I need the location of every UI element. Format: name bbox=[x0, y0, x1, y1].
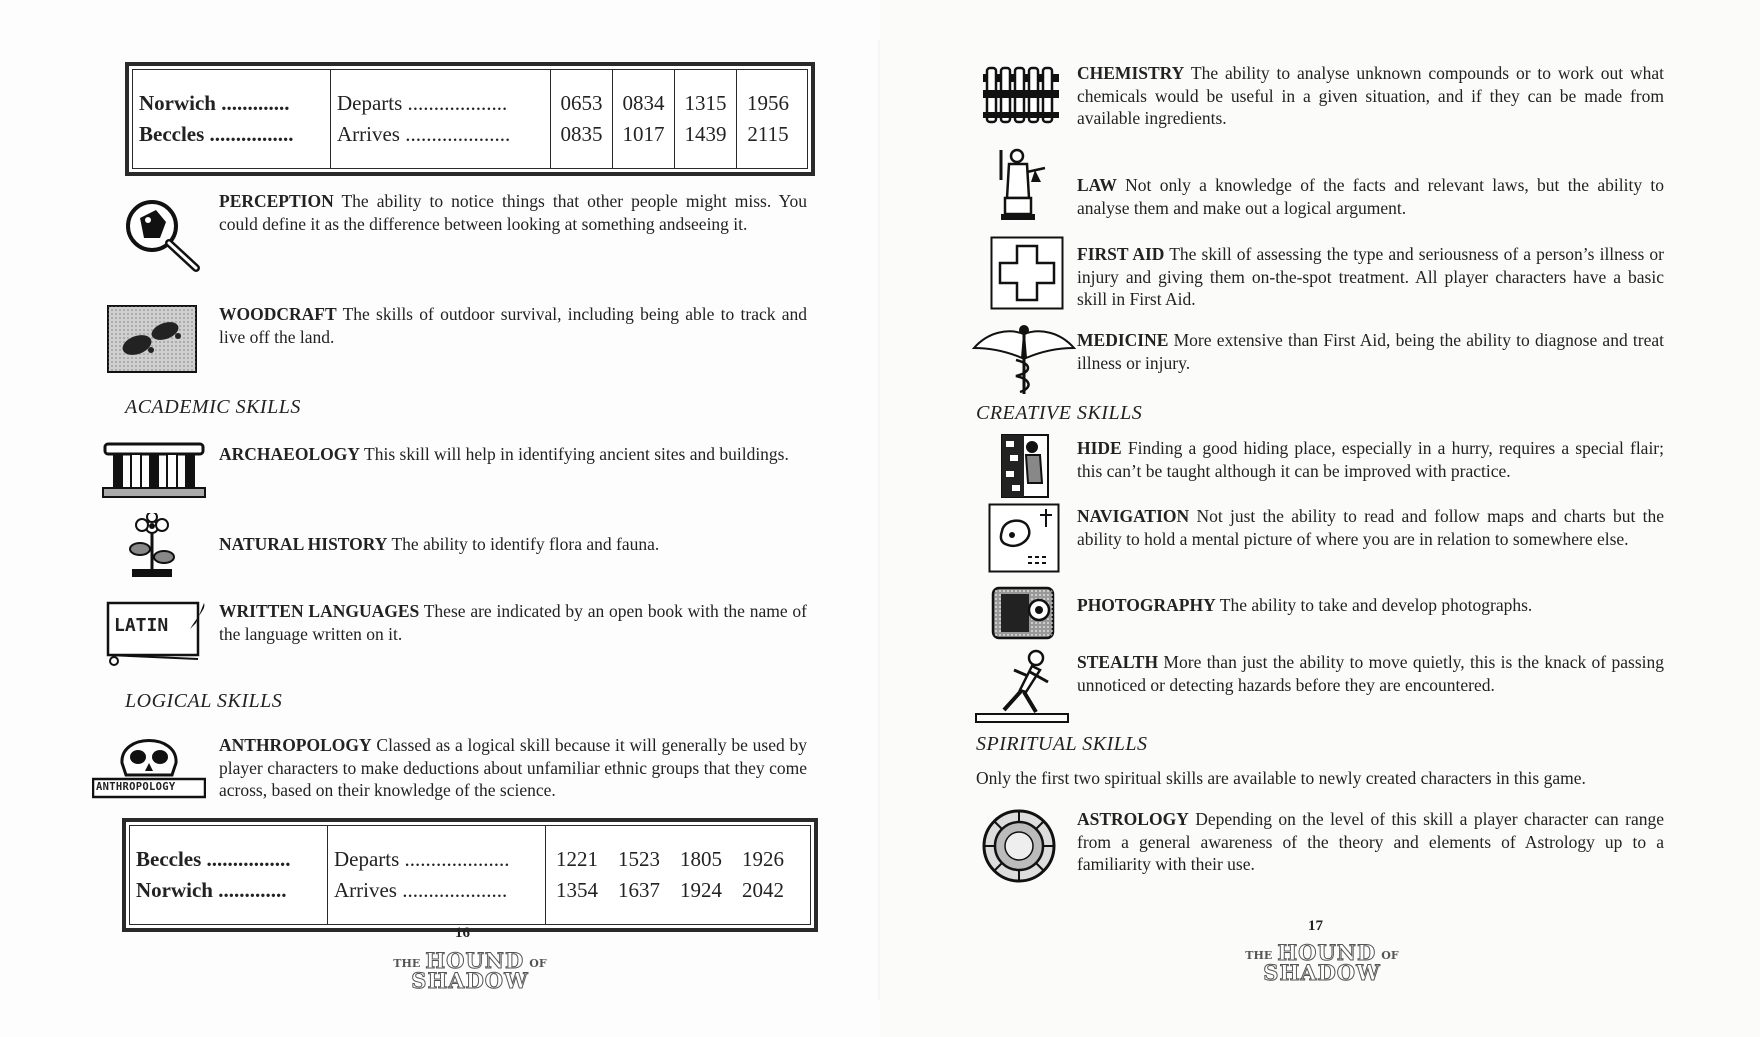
time-cell: 0653 bbox=[560, 91, 603, 115]
timetable-time-column bbox=[737, 70, 799, 168]
skill-description bbox=[219, 600, 807, 645]
skill-description bbox=[1077, 243, 1664, 311]
skill-description bbox=[1077, 505, 1664, 550]
skill-desc: The ability to take and develop photographs. bbox=[1215, 595, 1533, 615]
skill-desc: The skill of assessing the type and seriousness of a person’s illness or injury and giving them on-the-spot treatment. All player characters have a basic skill in First Aid. bbox=[1077, 244, 1664, 309]
time-cell: 1523 bbox=[618, 847, 660, 871]
skill-name: FIRST AID bbox=[1077, 244, 1165, 264]
time-cell: 0834 bbox=[622, 91, 665, 115]
skill-name: HIDE bbox=[1077, 438, 1122, 458]
skill-description bbox=[1077, 594, 1664, 617]
timetable-time-column bbox=[675, 70, 737, 168]
timetable-time-column bbox=[670, 826, 732, 924]
skill-description bbox=[219, 734, 807, 802]
academic-skills-heading: ACADEMIC SKILLS bbox=[125, 396, 301, 418]
time-cell: 1439 bbox=[684, 122, 727, 146]
right-page bbox=[880, 0, 1760, 1037]
book-icon bbox=[104, 599, 208, 667]
logo-shadow: SHADOW bbox=[411, 968, 529, 993]
station-from: Norwich ............. bbox=[139, 91, 290, 115]
skill-description bbox=[1077, 651, 1664, 696]
skill-desc: This skill will help in identifying ancient sites and buildings. bbox=[359, 444, 789, 464]
sneaking-figure-icon bbox=[974, 648, 1070, 724]
logical-skills-heading: LOGICAL SKILLS bbox=[125, 690, 283, 712]
skill-desc: The skills of outdoor survival, including being able to track and live off the land. bbox=[219, 304, 807, 347]
skill-description bbox=[219, 303, 807, 348]
caduceus-icon bbox=[972, 322, 1076, 396]
magnifier-icon bbox=[122, 196, 202, 274]
skill-name: ASTROLOGY bbox=[1077, 809, 1189, 829]
footprints-icon bbox=[107, 305, 197, 373]
skill-name: LAW bbox=[1077, 175, 1117, 195]
time-cell: 1017 bbox=[622, 122, 665, 146]
skill-desc: The ability to identify flora and fauna. bbox=[387, 534, 660, 554]
skill-description bbox=[1077, 437, 1664, 482]
logo-the: THE bbox=[393, 957, 421, 970]
direction-arrives: Arrives .................... bbox=[337, 122, 511, 146]
zodiac-wheel-icon bbox=[981, 808, 1057, 884]
logo-shadow: SHADOW bbox=[1263, 960, 1381, 985]
direction-departs: Departs .................... bbox=[334, 847, 510, 871]
logo-hound: HOUND bbox=[1277, 940, 1377, 965]
test-tubes-icon bbox=[981, 66, 1061, 126]
flower-icon bbox=[126, 513, 178, 579]
time-cell: 1221 bbox=[556, 847, 598, 871]
timetable-directions bbox=[331, 70, 551, 168]
skill-desc: Not only a knowledge of the facts and relevant laws, but the ability to analyse them and make out a logical argument. bbox=[1077, 175, 1664, 218]
creative-skills-heading: CREATIVE SKILLS bbox=[976, 402, 1143, 424]
timetable-stations bbox=[133, 70, 331, 168]
skill-name: STEALTH bbox=[1077, 652, 1159, 672]
time-cell: 2115 bbox=[747, 122, 789, 146]
game-logo bbox=[390, 948, 550, 993]
logo-of: OF bbox=[1381, 949, 1399, 962]
time-cell: 1315 bbox=[684, 91, 727, 115]
skill-description bbox=[219, 190, 807, 235]
time-cell: 1637 bbox=[618, 878, 660, 902]
page-number: 16 bbox=[455, 925, 470, 941]
station-from: Beccles ................ bbox=[136, 847, 291, 871]
skill-description bbox=[1077, 62, 1664, 130]
skill-desc: Not just the ability to read and follow maps and charts but the ability to hold a mental picture of where you are in relation to somewhere else. bbox=[1077, 506, 1664, 549]
logo-the: THE bbox=[1245, 949, 1273, 962]
skill-description bbox=[219, 533, 807, 556]
skill-name: PERCEPTION bbox=[219, 191, 334, 211]
skill-desc: Classed as a logical skill because it will generally be used by player characters to make deductions about unfamiliar ethnic groups that they come across, based on their knowledge of the science. bbox=[219, 735, 807, 800]
time-cell: 1354 bbox=[556, 878, 598, 902]
time-cell: 1956 bbox=[747, 91, 789, 115]
skill-name: ANTHROPOLOGY bbox=[219, 735, 372, 755]
book-language-label: LATIN bbox=[114, 615, 169, 636]
time-cell: 0835 bbox=[560, 122, 603, 146]
station-to: Beccles ................ bbox=[139, 122, 294, 146]
timetable-time-column bbox=[732, 826, 794, 924]
skill-description bbox=[1077, 808, 1664, 876]
skill-name: NAVIGATION bbox=[1077, 506, 1190, 526]
time-cell: 2042 bbox=[742, 878, 784, 902]
skill-desc: More than just the ability to move quietly, this is the knack of passing unnoticed or detecting hazards before they are encountered. bbox=[1077, 652, 1664, 695]
skill-desc: The ability to notice things that other people might miss. You could define it as the difference between looking at something andseeing it. bbox=[219, 191, 807, 234]
logo-hound: HOUND bbox=[425, 948, 525, 973]
station-to: Norwich ............. bbox=[136, 878, 287, 902]
timetable-directions bbox=[328, 826, 546, 924]
map-chart-icon bbox=[988, 503, 1060, 573]
skill-name: WRITTEN LANGUAGES bbox=[219, 601, 420, 621]
timetable-time-column bbox=[613, 70, 675, 168]
skull-label: ANTHROPOLOGY bbox=[96, 781, 176, 793]
skull-icon bbox=[92, 727, 206, 799]
skill-name: PHOTOGRAPHY bbox=[1077, 595, 1216, 615]
skill-name: NATURAL HISTORY bbox=[219, 534, 388, 554]
timetable-time-column bbox=[551, 70, 613, 168]
skill-description bbox=[1077, 329, 1664, 374]
justice-statue-icon bbox=[995, 146, 1051, 222]
hiding-figure-icon bbox=[1000, 433, 1050, 499]
skill-name: ARCHAEOLOGY bbox=[219, 444, 360, 464]
time-cell: 1924 bbox=[680, 878, 722, 902]
direction-arrives: Arrives .................... bbox=[334, 878, 508, 902]
timetable-time-column bbox=[608, 826, 670, 924]
game-logo bbox=[1242, 940, 1402, 985]
skill-desc: Depending on the level of this skill a player character can range from a general awareness of the theory and elements of Astrology up to a familiarity with their use. bbox=[1077, 809, 1664, 874]
temple-icon bbox=[101, 440, 207, 500]
skill-description bbox=[1077, 174, 1664, 219]
page-number: 17 bbox=[1308, 918, 1323, 934]
spiritual-skills-note: Only the first two spiritual skills are available to newly created characters in this game. bbox=[976, 768, 1586, 788]
skill-desc: The ability to analyse unknown compounds or to work out what chemicals would be useful in a given situation, and if they can be made from available ingredients. bbox=[1077, 63, 1664, 128]
timetable-stations bbox=[130, 826, 328, 924]
camera-icon bbox=[991, 582, 1055, 642]
time-cell: 1926 bbox=[742, 847, 784, 871]
spiritual-skills-heading: SPIRITUAL SKILLS bbox=[976, 733, 1148, 755]
timetable-norwich-beccles bbox=[125, 62, 815, 176]
timetable-beccles-norwich bbox=[122, 818, 818, 932]
skill-description bbox=[219, 443, 807, 466]
skill-desc: Finding a good hiding place, especially in a hurry, requires a special flair; this can’t be taught although it can be improved with practice. bbox=[1077, 438, 1664, 481]
logo-of: OF bbox=[529, 957, 547, 970]
time-cell: 1805 bbox=[680, 847, 722, 871]
skill-desc: These are indicated by an open book with the name of the language written on it. bbox=[219, 601, 807, 644]
skill-desc: More extensive than First Aid, being the ability to diagnose and treat illness or injury. bbox=[1077, 330, 1664, 373]
red-cross-icon bbox=[990, 236, 1064, 310]
skill-name: WOODCRAFT bbox=[219, 304, 337, 324]
direction-departs: Departs ................... bbox=[337, 91, 508, 115]
timetable-time-column bbox=[546, 826, 608, 924]
skill-name: MEDICINE bbox=[1077, 330, 1169, 350]
skill-name: CHEMISTRY bbox=[1077, 63, 1185, 83]
